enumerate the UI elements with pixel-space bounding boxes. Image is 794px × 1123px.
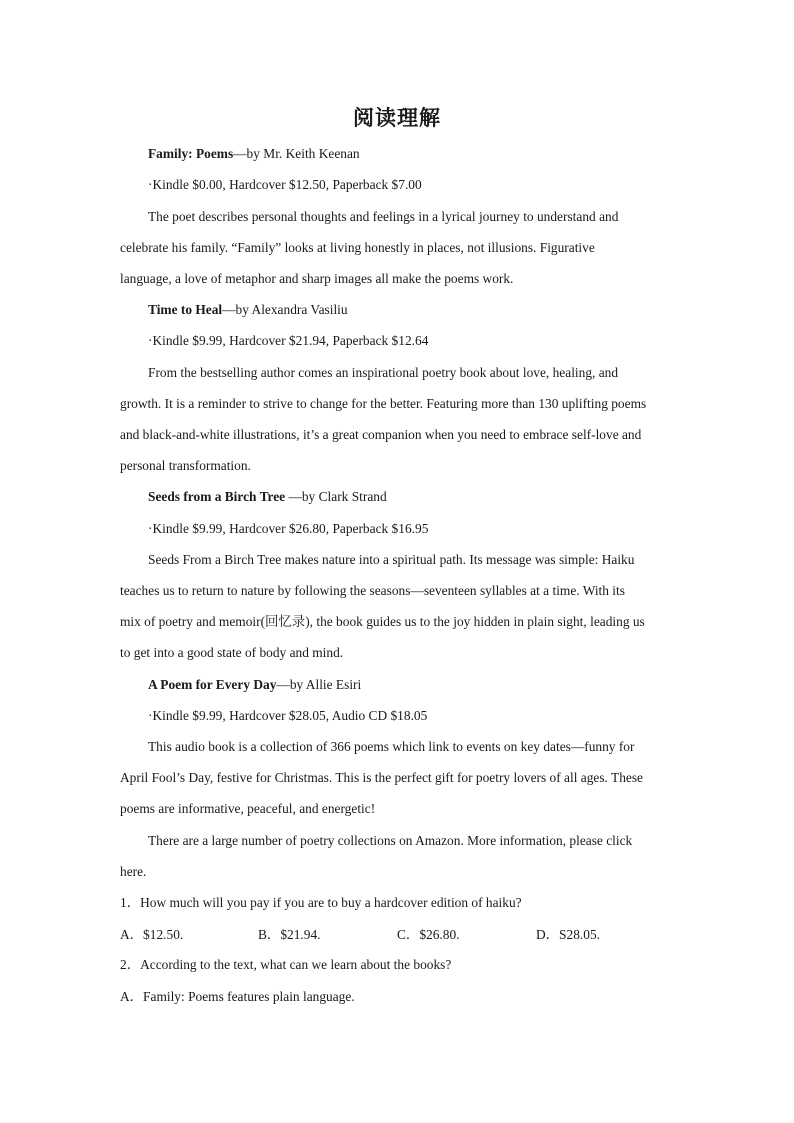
book-description-line: April Fool’s Day, festive for Christmas. This is the perfect gift for poetry lovers of all ages. These — [120, 770, 643, 785]
option-c[interactable]: C．$26.80. — [397, 927, 460, 942]
option-d[interactable]: D．S28.05. — [536, 927, 600, 942]
answer-options — [120, 924, 680, 944]
book-description-line: The poet describes personal thoughts and feelings in a lyrical journey to understand and — [148, 209, 619, 224]
book-description-line: growth. It is a reminder to strive to change for the better. Featuring more than 130 uplifting poems — [120, 396, 647, 411]
book-description-line: personal transformation. — [120, 458, 251, 473]
book-prices: ·Kindle $9.99, Hardcover $21.94, Paperback $12.64 — [148, 333, 429, 348]
book-name: Seeds from a Birch Tree — [148, 489, 286, 504]
book-description-line: and black-and-white illustrations, it’s a great companion when you need to embrace self-love and — [120, 427, 642, 442]
question-stem: 2．According to the text, what can we learn about the books? — [120, 957, 452, 972]
book-heading — [148, 675, 680, 695]
book-name: Family: Poems — [148, 146, 234, 161]
book-prices: ·Kindle $9.99, Hardcover $28.05, Audio CD $18.05 — [148, 708, 428, 723]
book-name: Time to Heal — [148, 302, 223, 317]
book-description-line: to get into a good state of body and mind. — [120, 645, 344, 660]
book-author: —by Clark Strand — [285, 489, 387, 504]
book-heading — [148, 487, 680, 507]
closing-text-line: There are a large number of poetry collections on Amazon. More information, please click — [148, 833, 633, 848]
book-prices: ·Kindle $9.99, Hardcover $26.80, Paperback $16.95 — [148, 521, 429, 536]
book-description-line: teaches us to return to nature by following the seasons—seventeen syllables at a time. With its — [120, 583, 625, 598]
option-a[interactable]: A．$12.50. — [120, 927, 184, 942]
book-description-line: This audio book is a collection of 366 poems which link to events on key dates—funny for — [148, 739, 635, 754]
book-description-line: language, a love of metaphor and sharp images all make the poems work. — [120, 271, 514, 286]
book-name: A Poem for Every Day — [148, 677, 277, 692]
book-description-line: poems are informative, peaceful, and energetic! — [120, 801, 376, 816]
option-a[interactable]: A．Family: Poems features plain language. — [120, 989, 355, 1004]
book-description-line: celebrate his family. “Family” looks at living honestly in places, not illusions. Figurative — [120, 240, 595, 255]
book-author: —by Alexandra Vasiliu — [222, 302, 348, 317]
option-b[interactable]: B．$21.94. — [258, 927, 321, 942]
book-author: —by Mr. Keith Keenan — [233, 146, 360, 161]
page-title: 阅读理解 — [353, 106, 441, 130]
book-prices: ·Kindle $0.00, Hardcover $12.50, Paperback $7.00 — [148, 177, 422, 192]
book-heading — [148, 300, 680, 320]
book-author: —by Allie Esiri — [276, 677, 362, 692]
book-description-line: mix of poetry and memoir(回忆录), the book guides us to the joy hidden in plain sight, leading us — [120, 614, 645, 629]
closing-text-line: here. — [120, 864, 147, 879]
book-description-line: From the bestselling author comes an inspirational poetry book about love, healing, and — [148, 365, 619, 380]
question-stem: 1．How much will you pay if you are to buy a hardcover edition of haiku? — [120, 895, 522, 910]
book-description-line: Seeds From a Birch Tree makes nature into a spiritual path. Its message was simple: Haiku — [148, 552, 635, 567]
book-heading — [148, 144, 680, 164]
